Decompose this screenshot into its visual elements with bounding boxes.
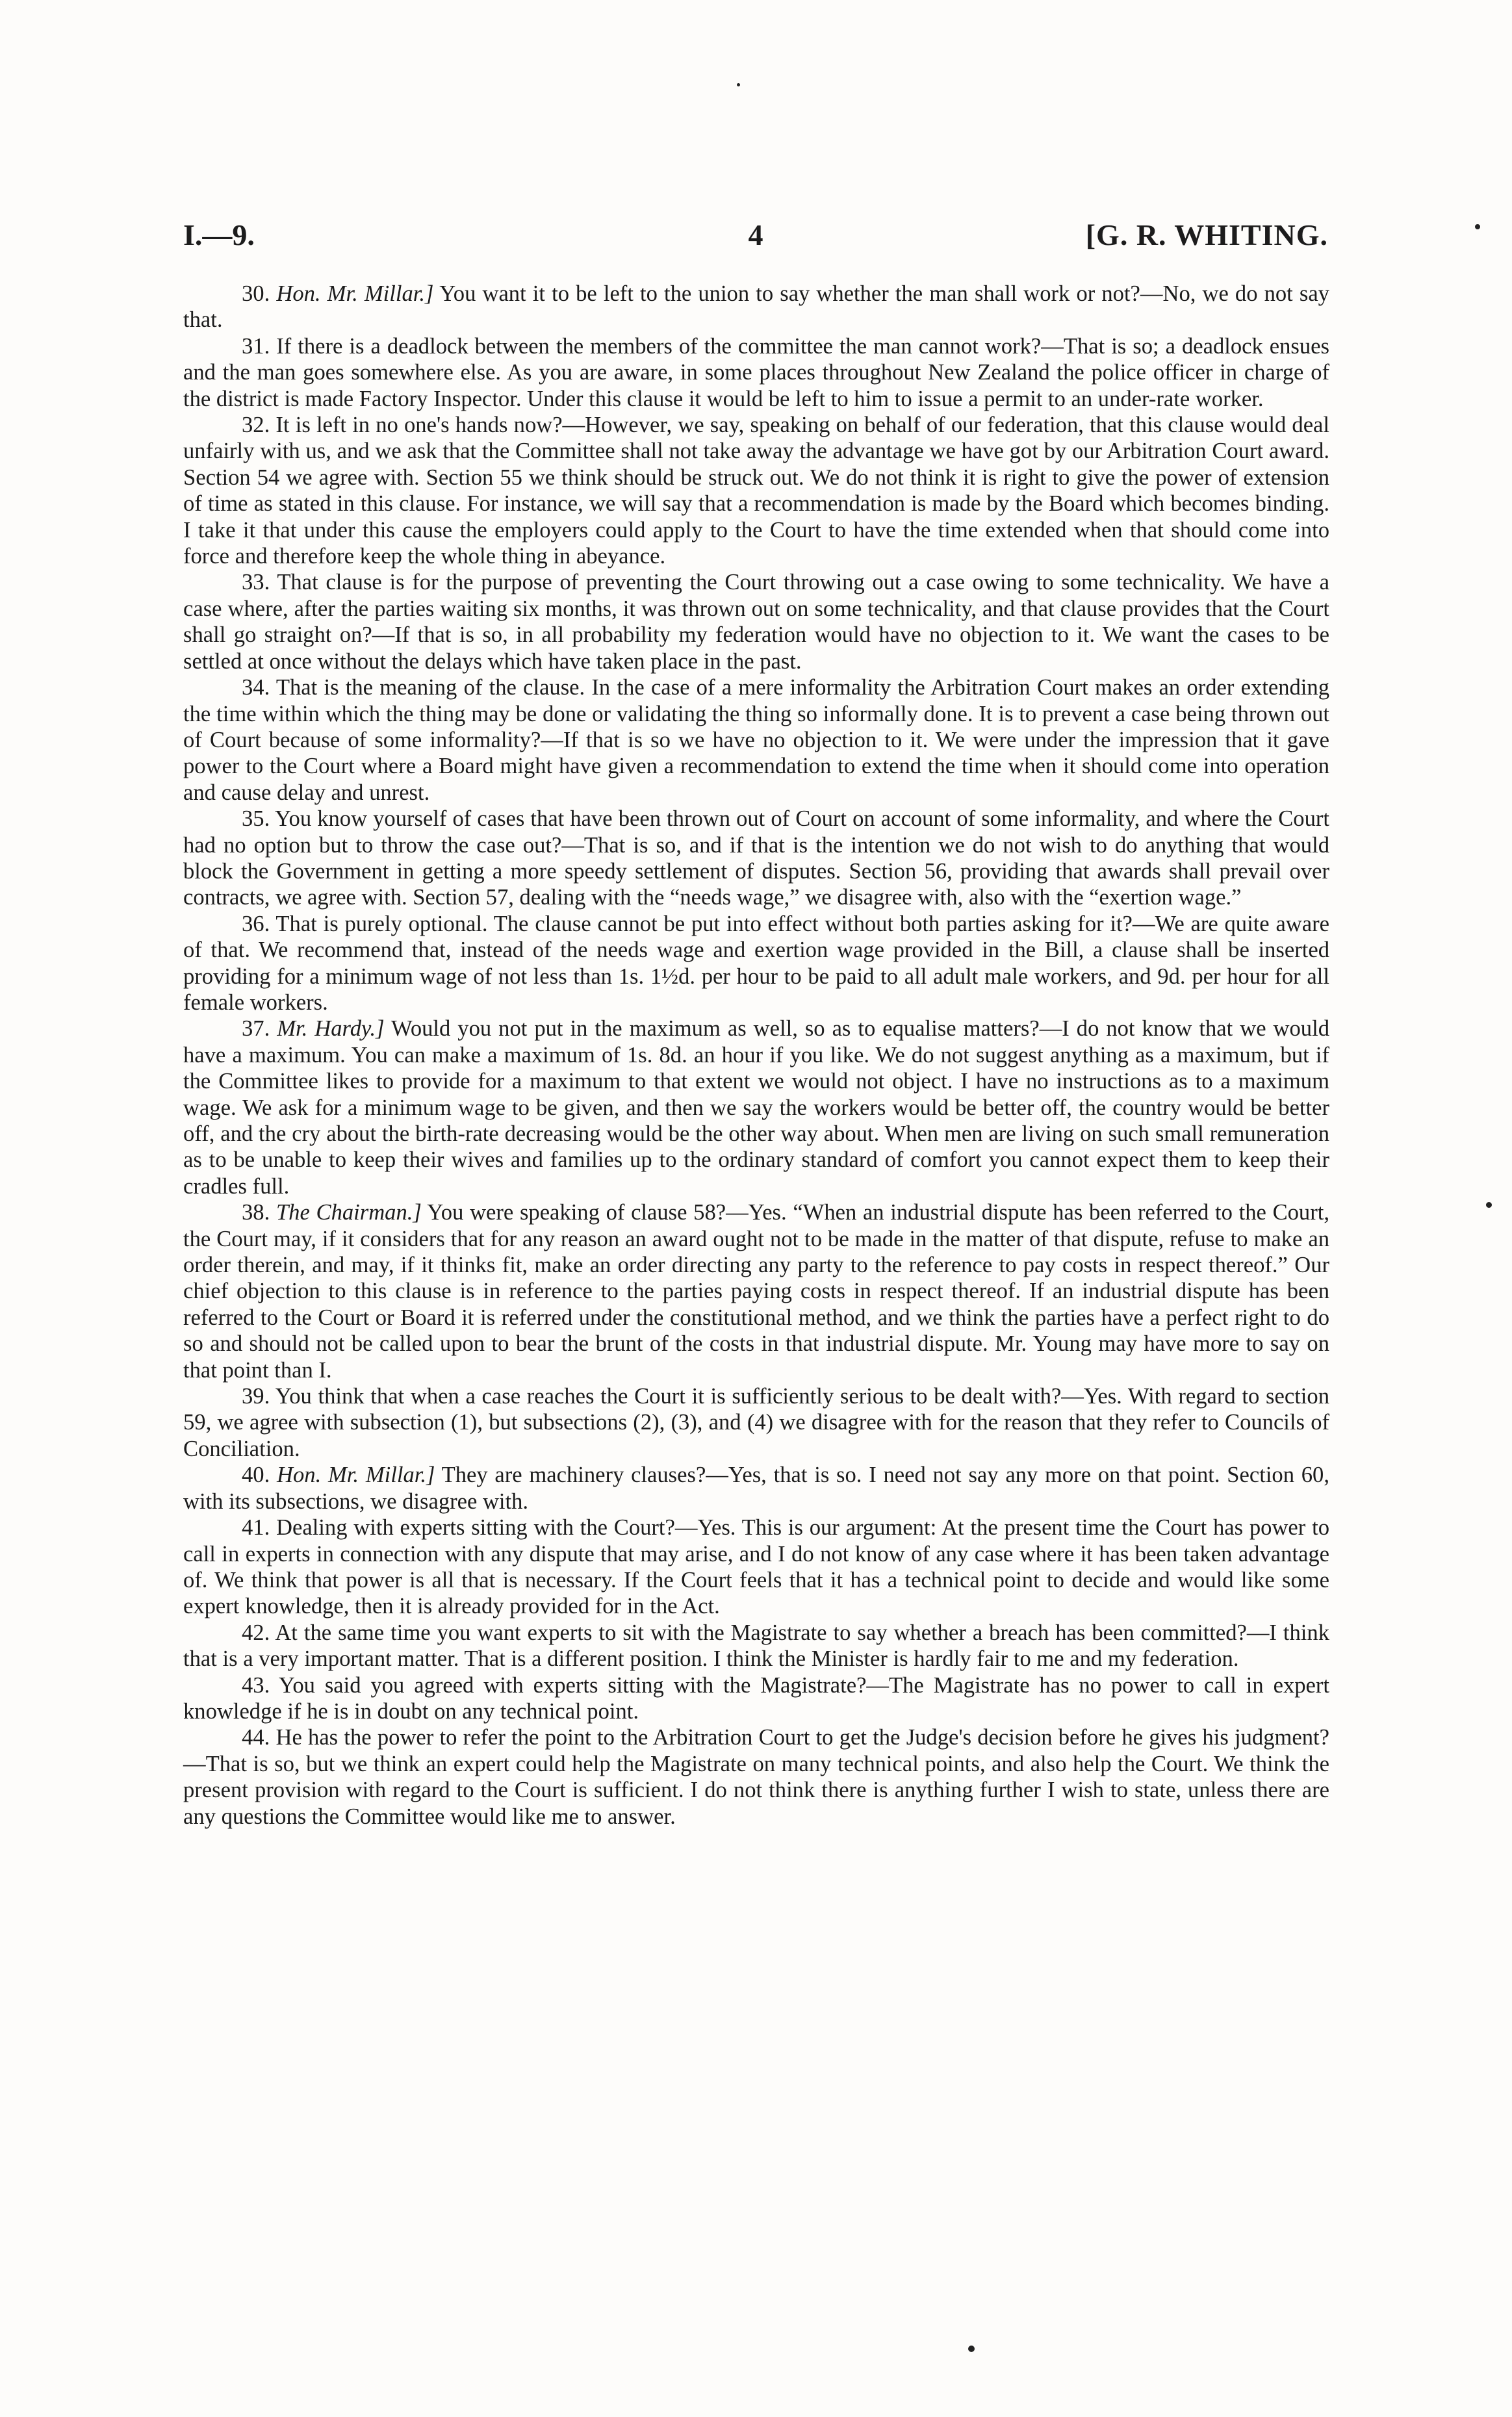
speck-mark <box>737 83 740 86</box>
evidence-text <box>183 281 1329 1830</box>
paragraph-36: 36. That is purely optional. The clause cannot be put into effect without both parties asking for it?—We are quite aware of that. We recommend that, instead of the needs wage and exertion wage provided in the Bill, a clause shall be inserted providing for a minimum wage of not less than 1s. 1½d. per hour to be paid to all adult male workers, and 9d. per hour for all female workers. <box>183 911 1329 1015</box>
paragraph-33: 33. That clause is for the purpose of preventing the Court throwing out a case owing to some technicality. We have a case where, after the parties waiting six months, it was thrown out on some technicality, and that clause provides that the Court shall go straight on?—If that is so, in all probability my federation would have no objection to it. We want the cases to be settled at once without the delays which have taken place in the past. <box>183 570 1329 674</box>
paragraph-43: 43. You said you agreed with experts sitting with the Magistrate?—The Magistrate has no power to call in expert knowledge if he is in doubt on any technical point. <box>183 1672 1329 1724</box>
paragraph-44: 44. He has the power to refer the point to the Arbitration Court to get the Judge's decision before he gives his judgment?—That is so, but we think an expert could help the Magistrate on many technical points, and also help the Court. We think the present provision with regard to the Court is sufficient. I do not think there is anything further I wish to state, unless there are any questions the Committee would like me to answer. <box>183 1725 1329 1829</box>
speck-mark <box>1486 1202 1492 1208</box>
witness-name: [G. R. WHITING. <box>1085 218 1328 251</box>
paragraph-42: 42. At the same time you want experts to sit with the Magistrate to say whether a breach has been committed?—I think that is a very important matter. That is a different position. I think the Minister is hardly fair to me and my federation. <box>183 1620 1329 1672</box>
speaker-label: Hon. Mr. Millar.] <box>277 1463 435 1488</box>
page-number: 4 <box>748 218 763 251</box>
paper-reference: I.—9. <box>183 218 255 251</box>
speaker-label: Hon. Mr. Millar.] <box>276 281 434 306</box>
paragraph-34: 34. That is the meaning of the clause. In the case of a mere informality the Arbitration Court makes an order extending the time within which the thing may be done or validating the thing so informally done. It is to prevent a case being thrown out of Court because of some informality?—If that is so we have no objection to it. We were under the impression that it gave power to the Court where a Board might have given a recommendation to extend the time when it should come into operation and cause delay and unrest. <box>183 675 1329 805</box>
paragraph-31: 31. If there is a deadlock between the members of the committee the man cannot work?—That is so; a deadlock ensues and the man goes somewhere else. As you are aware, in some places throughout New Zealand the police officer in charge of the district is made Factory Inspector. Under this clause it would be left to him to issue a permit to an under-rate worker. <box>183 333 1329 411</box>
speck-mark <box>1475 224 1480 229</box>
speaker-label: The Chairman.] <box>275 1200 422 1225</box>
paragraph-41: 41. Dealing with experts sitting with the Court?—Yes. This is our argument: At the present time the Court has power to call in experts in connection with any dispute that may arise, and I do not know of any case where it has been taken advantage of. We think that power is all that is necessary. If the Court feels that it has a technical point to decide and would like some expert knowledge, then it is already provided for in the Act. <box>183 1515 1329 1619</box>
paragraph-37: 37. Mr. Hardy.] Would you not put in the maximum as well, so as to equalise matters?—I do not know that we would have a maximum. You can make a maximum of 1s. 8d. an hour if you like. We do not suggest anything as a maximum, but if the Committee likes to provide for a maximum to that extent we would not object. I have no instructions as to a maximum wage. We ask for a minimum wage to be given, and then we say the workers would be better off, the country would be better off, and the cry about the birth-rate decreasing would be the other way about. When men are living on such small remuneration as to be unable to keep their wives and families up to the ordinary standard of comfort you cannot expect them to keep their cradles full. <box>183 1016 1329 1199</box>
paragraph-30: 30. Hon. Mr. Millar.] You want it to be left to the union to say whether the man shall work or not?—No, we do not say that. <box>183 281 1329 333</box>
paragraph-39: 39. You think that when a case reaches the Court it is sufficiently serious to be dealt with?—Yes. With regard to section 59, we agree with subsection (1), but subsections (2), (3), and (4) we disagree with for the reason that they refer to Councils of Conciliation. <box>183 1384 1329 1461</box>
paragraph-35: 35. You know yourself of cases that have been thrown out of Court on account of some informality, and where the Court had no option but to throw the case out?—That is so, and if that is the intention we do not wish to do anything that would block the Government in getting a more speedy settlement of disputes. Section 56, providing that awards shall prevail over contracts, we agree with. Section 57, dealing with the “needs wage,” we disagree with, also with the “exertion wage.” <box>183 806 1329 910</box>
page-header <box>183 218 1328 257</box>
paragraph-32: 32. It is left in no one's hands now?—However, we say, speaking on behalf of our federation, that this clause would deal unfairly with us, and we ask that the Committee shall not take away the advantage we have got by our Arbitration Court award. Section 54 we agree with. Section 55 we think should be struck out. We do not think it is right to give the power of extension of time as stated in this clause. For instance, we will say that a recommendation is made by the Board which becomes binding. I take it that under this cause the employers could apply to the Court to have the time extended when that should come into force and therefore keep the whole thing in abeyance. <box>183 413 1329 569</box>
speaker-label: Mr. Hardy.] <box>277 1016 385 1042</box>
speck-mark <box>968 2346 975 2352</box>
paragraph-38: 38. The Chairman.] You were speaking of clause 58?—Yes. “When an industrial dispute has been referred to the Court, the Court may, if it considers that for any reason an award ought not to be made in the matter of that dispute, refuse to make an order therein, and may, if it thinks fit, make an order directing any party to the reference to pay costs in respect thereof.” Our chief objection to this clause is in reference to the parties paying costs in respect thereof. If an industrial dispute has been referred to the Court or Board it is referred under the constitutional method, and we think the parties have a perfect right to do so and should not be called upon to bear the brunt of the costs in that industrial dispute. Mr. Young may have more to say on that point than I. <box>183 1200 1329 1383</box>
paragraph-40: 40. Hon. Mr. Millar.] They are machinery clauses?—Yes, that is so. I need not say any more on that point. Section 60, with its subsections, we disagree with. <box>183 1463 1329 1514</box>
